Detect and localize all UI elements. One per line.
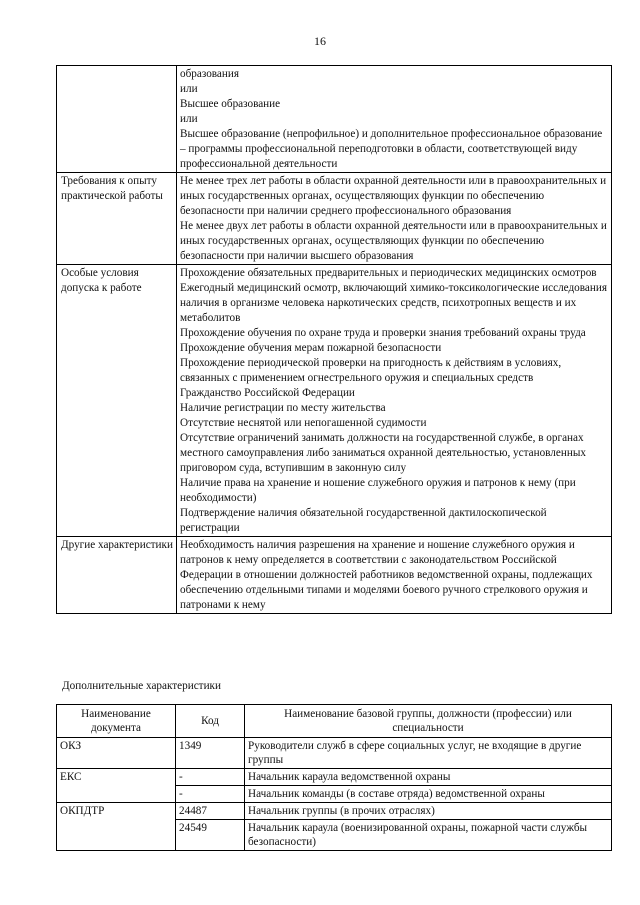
experience-cell xyxy=(177,173,612,265)
header-document: Наименование документа xyxy=(57,705,176,738)
admission-line: Отсутствие неснятой или непогашенной судимости xyxy=(180,417,427,429)
name-cell: Начальник караула (военизированной охраны, пожарной части службы безопасности) xyxy=(245,820,612,851)
code-cell: 1349 xyxy=(176,738,245,769)
admission-line: Наличие регистрации по месту жительства xyxy=(180,402,386,414)
admission-line: Гражданство Российской Федерации xyxy=(180,387,355,399)
admission-label: Особые условия допуска к работе xyxy=(57,265,177,537)
education-line: Высшее образование xyxy=(180,98,281,110)
other-cell xyxy=(177,537,612,614)
code-cell: 24549 xyxy=(176,820,245,851)
admission-line: Прохождение периодической проверки на пригодность к действиям в условиях, связанных с применением огнестрельного оружия и специальных средств xyxy=(180,357,562,384)
doc-cell: ОКЗ xyxy=(57,738,176,769)
experience-line: Не менее двух лет работы в области охранной деятельности или в правоохранительных и иных государственных органах, осуществляющих функции по обеспечению безопасности при наличии высшего образования xyxy=(180,220,607,262)
page-number: 16 xyxy=(314,34,326,48)
doc-cell: ОКПДТР xyxy=(57,803,176,851)
admission-line: Прохождение обучения по охране труда и проверки знания требований охраны труда xyxy=(180,327,586,339)
header-name: Наименование базовой группы, должности (профессии) или специальности xyxy=(245,705,612,738)
admission-line: Подтверждение наличия обязательной государственной дактилоскопической регистрации xyxy=(180,507,547,534)
admission-line: Прохождение обучения мерам пожарной безопасности xyxy=(180,342,442,354)
admission-cell xyxy=(177,265,612,537)
code-cell: 24487 xyxy=(176,803,245,820)
experience-line: Не менее трех лет работы в области охранной деятельности или в правоохранительных и иных государственных органах, осуществляющих функции по обеспечению безопасности при наличии среднего профессионального образования xyxy=(180,175,607,217)
table-row xyxy=(57,803,612,820)
education-line: Высшее образование (непрофильное) и дополнительное профессиональное образование – программы профессиональной переподготовки в области, соответствующей виду профессиональной деятельности xyxy=(180,128,603,170)
admission-row xyxy=(57,265,612,537)
extra-characteristics-heading: Дополнительные характеристики xyxy=(62,680,221,692)
education-cell xyxy=(177,66,612,173)
name-cell: Начальник караула ведомственной охраны xyxy=(245,769,612,786)
admission-line: Ежегодный медицинский осмотр, включающий химико-токсикологические исследования наличия в организме человека наркотических средств, психотропных веществ и их метаболитов xyxy=(180,282,607,324)
experience-row xyxy=(57,173,612,265)
extra-characteristics-table xyxy=(56,704,612,851)
education-label-cell xyxy=(57,66,177,173)
header-code: Код xyxy=(176,705,245,738)
admission-line: Наличие права на хранение и ношение служебного оружия и патронов к нему (при необходимости) xyxy=(180,477,576,504)
other-row xyxy=(57,537,612,614)
education-line: или xyxy=(180,113,198,125)
education-line: или xyxy=(180,83,198,95)
doc-cell: ЕКС xyxy=(57,769,176,803)
other-label: Другие характеристики xyxy=(57,537,177,614)
name-cell: Руководители служб в сфере социальных услуг, не входящие в другие группы xyxy=(245,738,612,769)
extra-header-row xyxy=(57,705,612,738)
name-cell: Начальник группы (в прочих отраслях) xyxy=(245,803,612,820)
qualification-table xyxy=(56,65,612,614)
table-row xyxy=(57,738,612,769)
other-line: Необходимость наличия разрешения на хранение и ношение служебного оружия и патронов к нему определяется в соответствии с законодательством Российской Федерации в отношении должностей работников ведомственной охраны, подлежащих обеспечению отдельными типами и моделями боевого ручного стрелкового оружия и патронами к нему xyxy=(180,539,593,611)
admission-line: Отсутствие ограничений занимать должности на государственной службе, в органах местного самоуправления либо заниматься охранной деятельностью, установленных приговором суда, вступившим в законную силу xyxy=(180,432,586,474)
name-cell: Начальник команды (в составе отряда) ведомственной охраны xyxy=(245,786,612,803)
table-row xyxy=(57,769,612,786)
experience-label: Требования к опыту практической работы xyxy=(57,173,177,265)
code-cell: - xyxy=(176,786,245,803)
education-row xyxy=(57,66,612,173)
code-cell: - xyxy=(176,769,245,786)
admission-line: Прохождение обязательных предварительных и периодических медицинских осмотров xyxy=(180,267,597,279)
education-line: образования xyxy=(180,68,240,80)
